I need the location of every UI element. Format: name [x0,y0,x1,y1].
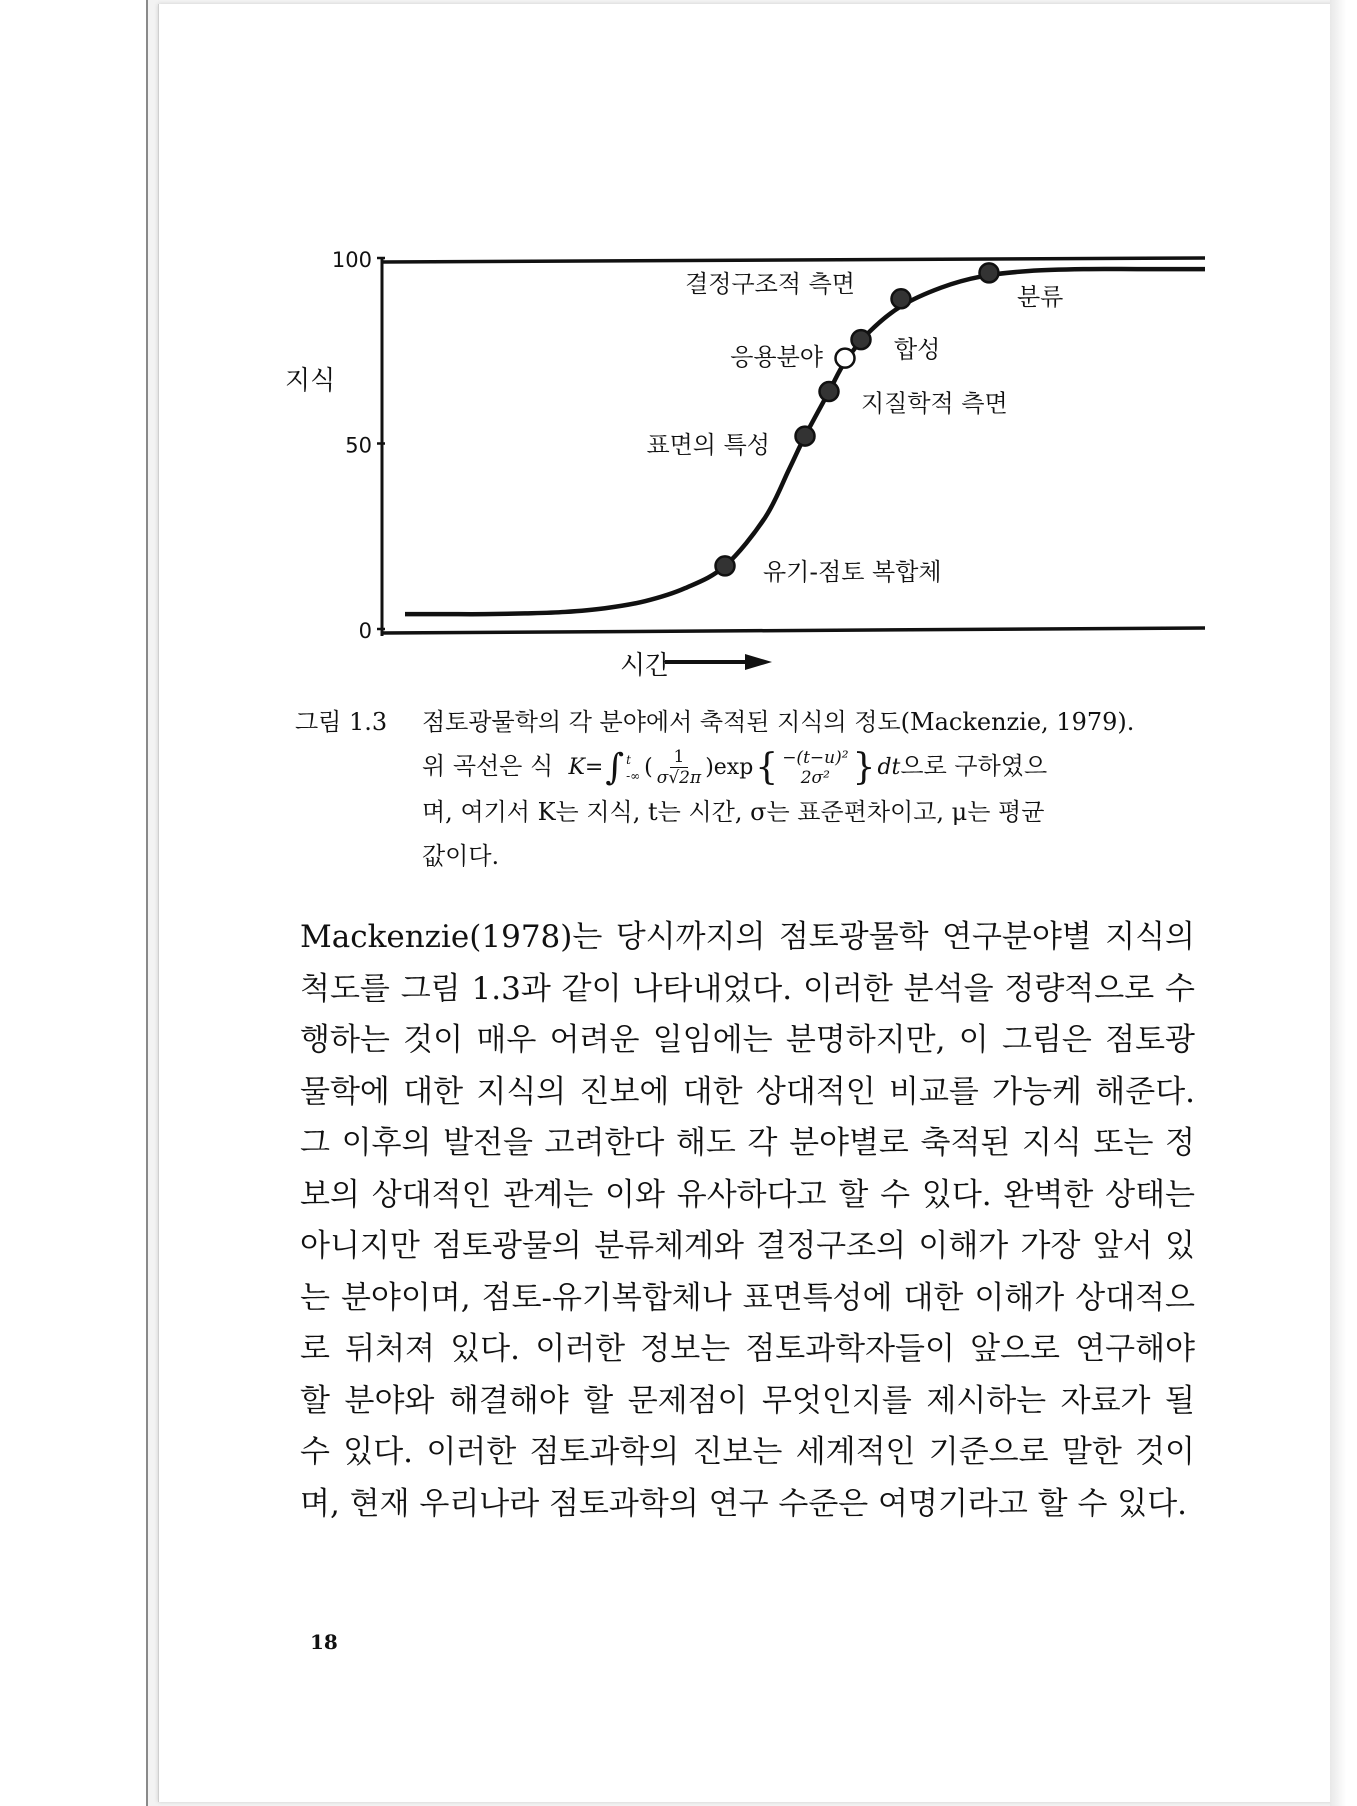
caption-line-1: 점토광물학의 각 분야에서 축적된 지식의 정도(Mackenzie, 1979). [422,708,1135,736]
body-text [300,912,1195,1530]
integral-sign: ∫ [605,746,625,788]
brace-close: } [852,746,876,788]
data-point-label: 분류 [1017,282,1064,311]
data-point [716,556,735,575]
frac1-denominator: σ√2π [656,768,702,788]
caption-line-4: 값이다. [422,841,500,870]
frac1-numerator: 1 [670,747,689,768]
x-axis-label: 시간 [620,651,671,681]
data-point-label: 응용분야 [730,343,823,372]
data-point-label: 지질학적 측면 [861,389,1008,418]
y-axis-label: 지식 [285,366,336,396]
integral-lower: -∞ [626,768,641,783]
integral-upper: t [626,752,631,767]
page-number: 18 [310,1630,338,1654]
caption-line-2-suffix: 으로 구하였으 [900,752,1048,780]
data-point-label: 결정구조적 측면 [685,269,855,298]
fraction-normalizer [657,747,701,788]
data-point [980,263,999,282]
x-axis [382,628,1205,633]
frac2-numerator: −(t−u)² [782,747,849,768]
data-point [836,349,855,368]
figure-caption [295,700,1195,878]
data-point [852,330,871,349]
chart-labels-layer [646,270,1063,586]
knowledge-chart [0,0,1357,700]
brace-open: { [755,746,779,788]
data-point [796,427,815,446]
formula-lhs: K= [568,754,604,780]
data-point [892,289,911,308]
data-point-label: 표면의 특성 [646,431,770,460]
x-arrow-head [745,654,772,670]
integral-limits [626,752,640,784]
fraction-exponent [782,748,848,788]
data-point [820,382,839,401]
frac2-denominator: 2σ² [800,767,830,788]
data-point-label: 합성 [894,335,941,364]
exp-text: )exp [705,754,754,780]
y-tick-label: 100 [331,248,372,272]
paren-open: ( [644,754,653,780]
caption-line-3: 며, 여기서 K는 지식, t는 시간, σ는 표준편차이고, μ는 평균 [422,797,1045,826]
top-frame-line [382,258,1205,262]
formula-dt: dt [877,754,901,780]
figure-label: 그림 1.3 [295,708,388,736]
body-paragraph: Mackenzie(1978)는 당시까지의 점토광물학 연구분야별 지식의 척도를 그림 1.3과 같이 나타내었다. 이러한 분석을 정량적으로 수행하는 것이 매우 어려운 일임에는 분명하지만, 이 그림은 점토광물학에 대한 지식의 진보에 대한 상대적인 비교를 가능케 해준다. 그 이후의 발전을 고려한다 해도 각 분야별로 축적된 지식 또는 정보의 상대적인 관계는 이와 유사하다고 할 수 있다. 완벽한 상태는 아니지만 점토광물의 분류체계와 결정구조의 이해가 가장 앞서 있는 분야이며, 점토-유기복합체나 표면특성에 대한 이해가 상대적으로 뒤처져 있다. 이러한 정보는 점토과학자들이 앞으로 연구해야 할 분야와 해결해야 할 문제점이 무엇인지를 제시하는 자료가 될 수 있다. 이러한 점토과학의 진보는 세계적인 기준으로 말한 것이며, 현재 우리나라 점토과학의 연구 수준은 여명기라고 할 수 있다. [300,919,1195,1522]
data-point-label: 유기-점토 복합체 [763,557,942,586]
caption-formula-row [295,744,1195,790]
y-tick-label: 0 [358,619,372,643]
gaussian-formula [568,746,900,790]
caption-line-2-prefix: 위 곡선은 식 [422,752,554,780]
y-tick-label: 50 [345,433,372,458]
